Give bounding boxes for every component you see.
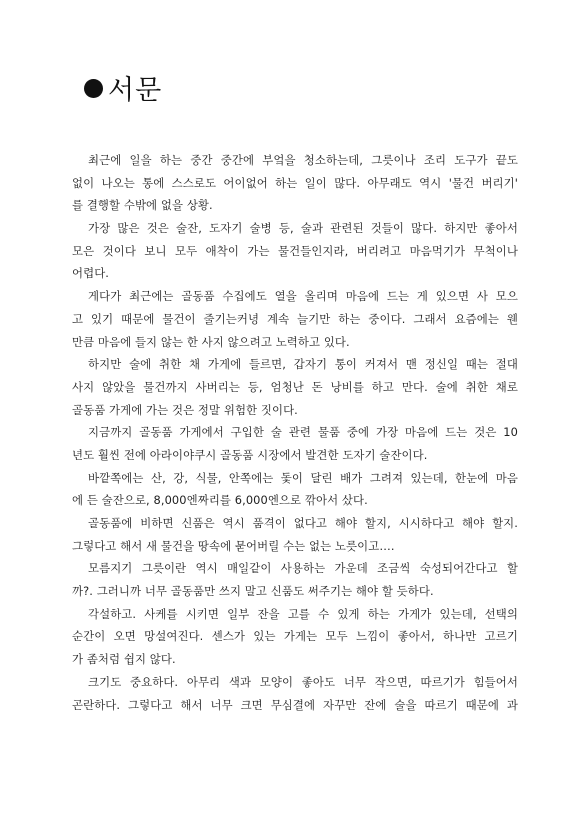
text-line: 바깥쪽에는 산, 강, 식물, 안쪽에는 돛이 달린 배가 그려져 있는데, 한눈에 마음 bbox=[88, 470, 518, 485]
text-line: 하지만 술에 취한 채 가게에 들르면, 갑자기 통이 커져서 맨 정신일 때는 절대 bbox=[88, 357, 518, 372]
text-line: 를 결행할 수밖에 없을 상황. bbox=[72, 198, 213, 213]
text-line: 곤란하다. 그렇다고 해서 너무 크면 무심결에 자꾸만 잔에 술을 따르기 때문에 과 bbox=[72, 697, 518, 712]
text-line: 각설하고. 사케를 시키면 일부 잔을 고를 수 있게 하는 가게가 있는데, 선택의 bbox=[88, 606, 518, 621]
text-line: 에 든 술잔으로, 8,000엔짜리를 6,000엔으로 깎아서 샀다. bbox=[72, 493, 368, 508]
text-line: 만큼 마음에 들지 않는 한 사지 않으려고 노력하고 있다. bbox=[72, 334, 350, 349]
text-line: 그렇다고 해서 새 물건을 땅속에 묻어버릴 수는 없는 노릇이고…. bbox=[72, 538, 395, 553]
bullet-icon bbox=[84, 79, 103, 98]
text-line: 모름지기 그릇이란 역시 매일같이 사용하는 가운데 조금씩 숙성되어간다고 할 bbox=[88, 561, 518, 576]
text-line: 골동품 가게에 가는 것은 정말 위험한 짓이다. bbox=[72, 402, 298, 417]
text-line: 고 있기 때문에 물건이 줄기는커녕 계속 늘기만 하는 중이다. 그래서 요즘에는 웬 bbox=[72, 311, 518, 326]
text-line: 최근에 일을 하는 중간 중간에 부엌을 청소하는데, 그릇이나 조리 도구가 끝도 bbox=[88, 153, 518, 167]
text-line: 순간이 오면 망설여진다. 센스가 있는 가게는 모두 느낌이 좋아서, 하나만 고르기 bbox=[72, 629, 518, 644]
text-line: 모은 것이다 보니 모두 애착이 가는 물건들인지라, 버리려고 마음먹기가 무척이나 bbox=[72, 243, 518, 258]
body-text bbox=[72, 149, 518, 716]
text-line: 어렵다. bbox=[72, 266, 110, 281]
text-line: 지금까지 골동품 가게에서 구입한 술 관련 물품 중에 가장 마음에 드는 것은 10 bbox=[88, 425, 518, 440]
text-line: 가 좀처럼 쉽지 않다. bbox=[72, 652, 176, 667]
text-line: 없이 나오는 통에 스스로도 어이없어 하는 일이 많다. 아무래도 역시 '물건 버리기' bbox=[72, 175, 518, 190]
text-line: 까?. 그러니까 너무 골동품만 쓰지 말고 신품도 써주기는 해야 할 듯하다. bbox=[72, 584, 434, 599]
text-line: 년도 훨씬 전에 아라이야쿠시 골동품 시장에서 발견한 도자기 술잔이다. bbox=[72, 447, 428, 462]
text-line: 크기도 중요하다. 아무리 색과 모양이 좋아도 너무 작으면, 따르기가 힘들어서 bbox=[88, 674, 518, 689]
chapter-title: 서문 bbox=[108, 75, 163, 106]
text-line: 사지 않았을 물건까지 사버리는 등, 엄청난 돈 낭비를 하고 만다. 술에 취한 채로 bbox=[72, 379, 518, 394]
text-line: 게다가 최근에는 골동품 수집에도 열을 올리며 마음에 드는 게 있으면 사 모으 bbox=[88, 289, 518, 304]
chapter-heading bbox=[84, 68, 162, 107]
text-line: 가장 많은 것은 술잔, 도자기 술병 등, 술과 관련된 것들이 많다. 하지만 좋아서 bbox=[88, 221, 518, 236]
text-line: 골동품에 비하면 신품은 역시 품격이 없다고 해야 할지, 시시하다고 해야 할지. bbox=[88, 516, 518, 530]
